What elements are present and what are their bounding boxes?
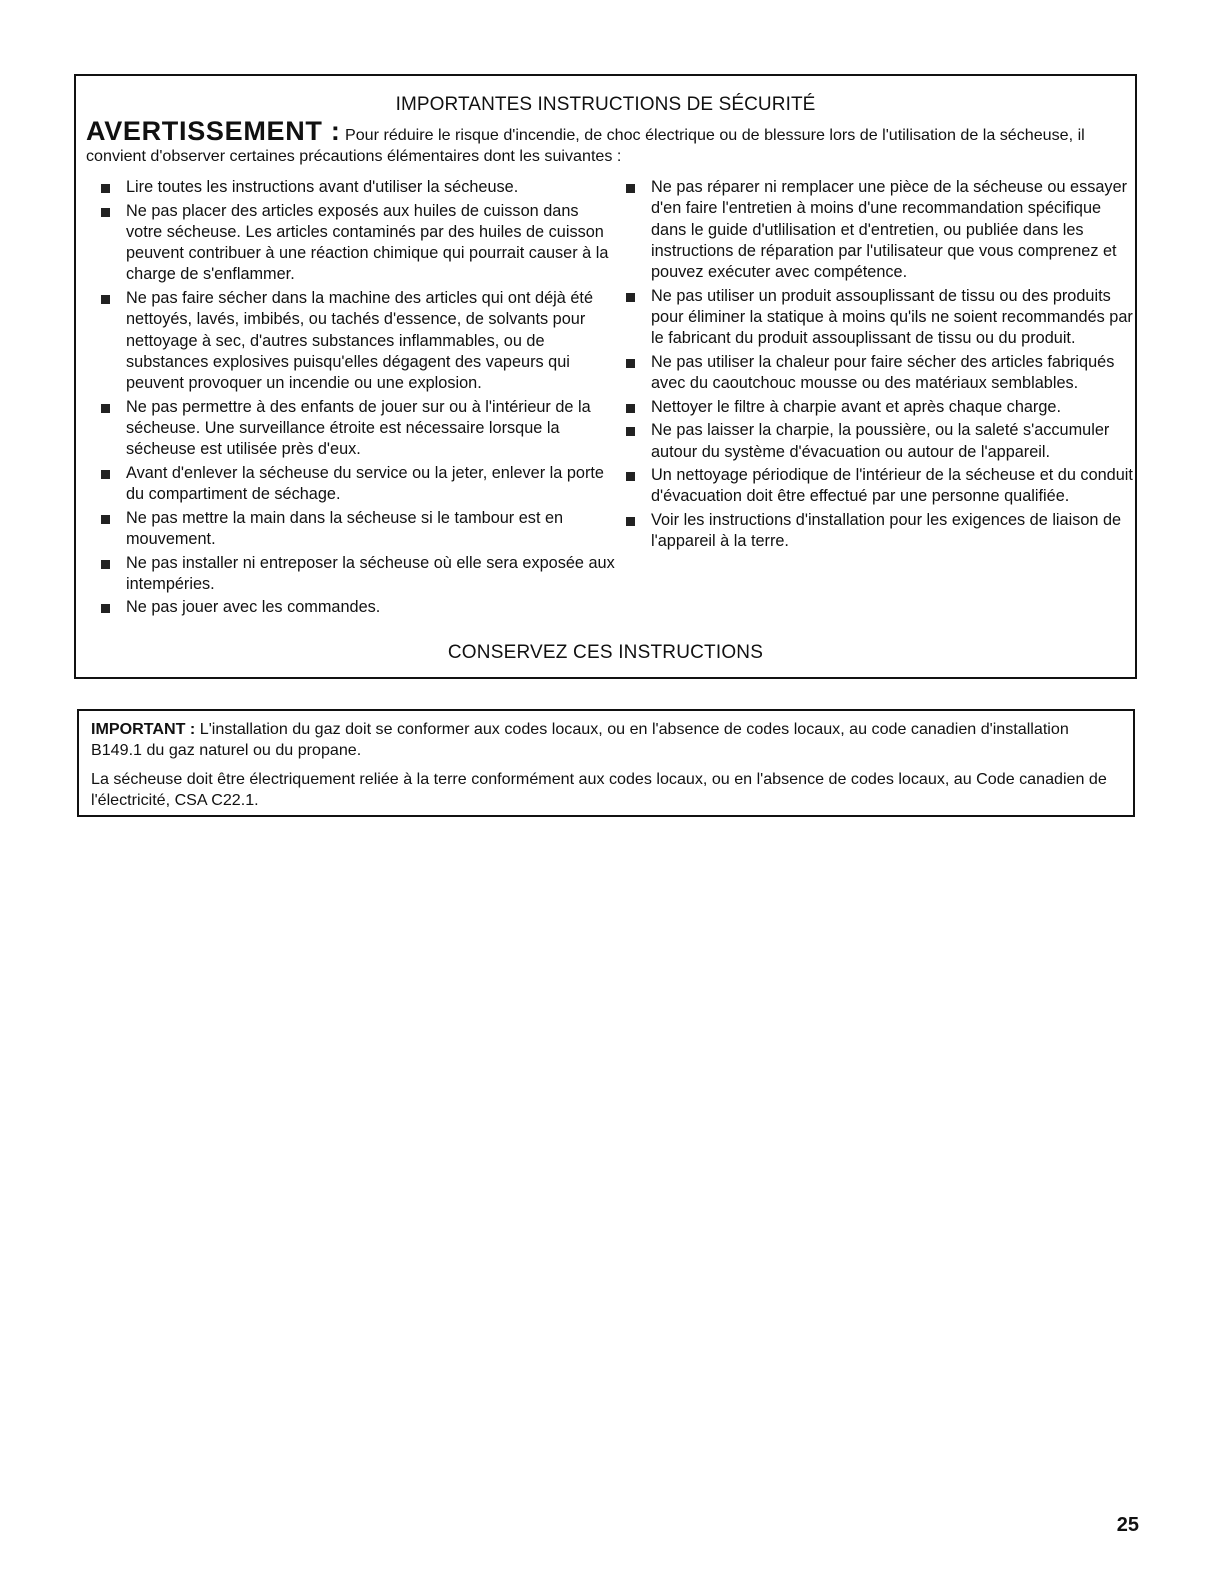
important-label: IMPORTANT : xyxy=(91,720,196,738)
list-item-text: Ne pas utiliser un produit assouplissant de tissu ou des produits pour éliminer la statique à moins qu'ils ne soient recommandés par le fabricant du produit assouplissant de tissu ou du produit. xyxy=(651,286,1133,348)
square-bullet-icon xyxy=(101,208,110,217)
list-item xyxy=(623,177,1135,283)
conserve-instructions-title: CONSERVEZ CES INSTRUCTIONS xyxy=(447,642,764,663)
left-bullet-list xyxy=(98,177,618,621)
list-item xyxy=(98,397,618,461)
square-bullet-icon xyxy=(101,560,110,569)
list-item-text: Ne pas installer ni entreposer la sécheuse où elle sera exposée aux intempéries. xyxy=(126,553,615,593)
important-paragraph-electric: La sécheuse doit être électriquement reliée à la terre conformément aux codes locaux, ou en l'absence de codes locaux, au Code canadien de l'électricité, CSA C22.1. xyxy=(91,770,1107,809)
important-paragraph-gas xyxy=(91,719,1123,761)
list-item-text: Ne pas faire sécher dans la machine des articles qui ont déjà été nettoyés, lavés, imbibés, ou tachés d'essence, de solvants pour nettoyage à sec, d'autres substances inflammables, ou de substances explosives puisqu'elles dégagent des vapeurs qui peuvent provoquer un incendie ou une explosion. xyxy=(126,289,593,393)
list-item xyxy=(98,201,618,286)
list-item xyxy=(98,597,618,618)
warning-text: Pour réduire le risque d'incendie, de choc électrique ou de blessure lors de l'utilisation de la sécheuse, il convient d'observer certaines précautions élémentaires dont les suivantes : xyxy=(86,126,1085,165)
page-number: 25 xyxy=(1116,1514,1139,1536)
square-bullet-icon xyxy=(626,517,635,526)
square-bullet-icon xyxy=(626,472,635,481)
list-item-text: Ne pas laisser la charpie, la poussière, ou la saleté s'accumuler autour du système d'évacuation ou autour de l'appareil. xyxy=(651,421,1110,461)
list-item xyxy=(623,397,1135,418)
list-item xyxy=(623,510,1135,553)
right-bullet-list xyxy=(623,177,1135,555)
list-item-text: Ne pas réparer ni remplacer une pièce de la sécheuse ou essayer d'en faire l'entretien à moins d'une recommandation spécifique dans le guide d'utlilisation et d'entretien, ou publiée dans les instructions de réparation par l'utilisateur que vous comprenez et pouvez exécuter avec compétence. xyxy=(651,178,1128,281)
list-item-text: Ne pas permettre à des enfants de jouer sur ou à l'intérieur de la sécheuse. Une surveillance étroite est nécessaire lorsque la sécheuse est utilisée près d'eux. xyxy=(126,397,591,459)
list-item xyxy=(623,352,1135,395)
list-item-text: Un nettoyage périodique de l'intérieur de la sécheuse et du conduit d'évacuation doit être effectué par une personne qualifiée. xyxy=(651,466,1133,506)
square-bullet-icon xyxy=(101,295,110,304)
important-gas-text: L'installation du gaz doit se conformer aux codes locaux, ou en l'absence de codes locaux, au code canadien d'installation B149.1 du gaz naturel ou du propane. xyxy=(91,720,1069,759)
square-bullet-icon xyxy=(101,604,110,613)
list-item xyxy=(98,508,618,551)
safety-title: IMPORTANTES INSTRUCTIONS DE SÉCURITÉ xyxy=(395,94,816,115)
list-item xyxy=(623,286,1135,350)
list-item-text: Lire toutes les instructions avant d'utiliser la sécheuse. xyxy=(126,178,519,196)
list-item xyxy=(623,420,1135,463)
square-bullet-icon xyxy=(101,515,110,524)
list-item-text: Voir les instructions d'installation pour les exigences de liaison de l'appareil à la terre. xyxy=(651,511,1122,551)
square-bullet-icon xyxy=(101,404,110,413)
square-bullet-icon xyxy=(626,359,635,368)
important-notice-box xyxy=(77,709,1135,817)
list-item-text: Ne pas utiliser la chaleur pour faire sécher des articles fabriqués avec du caoutchouc mousse ou des matériaux semblables. xyxy=(651,352,1115,393)
list-item xyxy=(98,553,618,596)
list-item xyxy=(98,177,618,198)
list-item xyxy=(98,288,618,394)
square-bullet-icon xyxy=(626,184,635,193)
list-item-text: Ne pas placer des articles exposés aux huiles de cuisson dans votre sécheuse. Les articles contaminés par des huiles de cuisson peuvent contribuer à une réaction chimique qui pourrait causer à la charge de s'enflammer. xyxy=(126,201,609,284)
square-bullet-icon xyxy=(626,404,635,413)
list-item-text: Ne pas jouer avec les commandes. xyxy=(126,598,381,617)
list-item-text: Ne pas mettre la main dans la sécheuse si le tambour est en mouvement. xyxy=(126,508,564,548)
warning-paragraph xyxy=(86,116,1127,167)
list-item xyxy=(98,463,618,506)
square-bullet-icon xyxy=(101,184,110,193)
list-item-text: Avant d'enlever la sécheuse du service ou la jeter, enlever la porte du compartiment de séchage. xyxy=(126,463,604,504)
safety-instructions-box xyxy=(74,74,1137,679)
square-bullet-icon xyxy=(626,427,635,436)
list-item xyxy=(623,465,1135,508)
warning-label: AVERTISSEMENT : xyxy=(86,116,341,146)
square-bullet-icon xyxy=(101,470,110,479)
square-bullet-icon xyxy=(626,293,635,302)
list-item-text: Nettoyer le filtre à charpie avant et après chaque charge. xyxy=(651,397,1061,416)
